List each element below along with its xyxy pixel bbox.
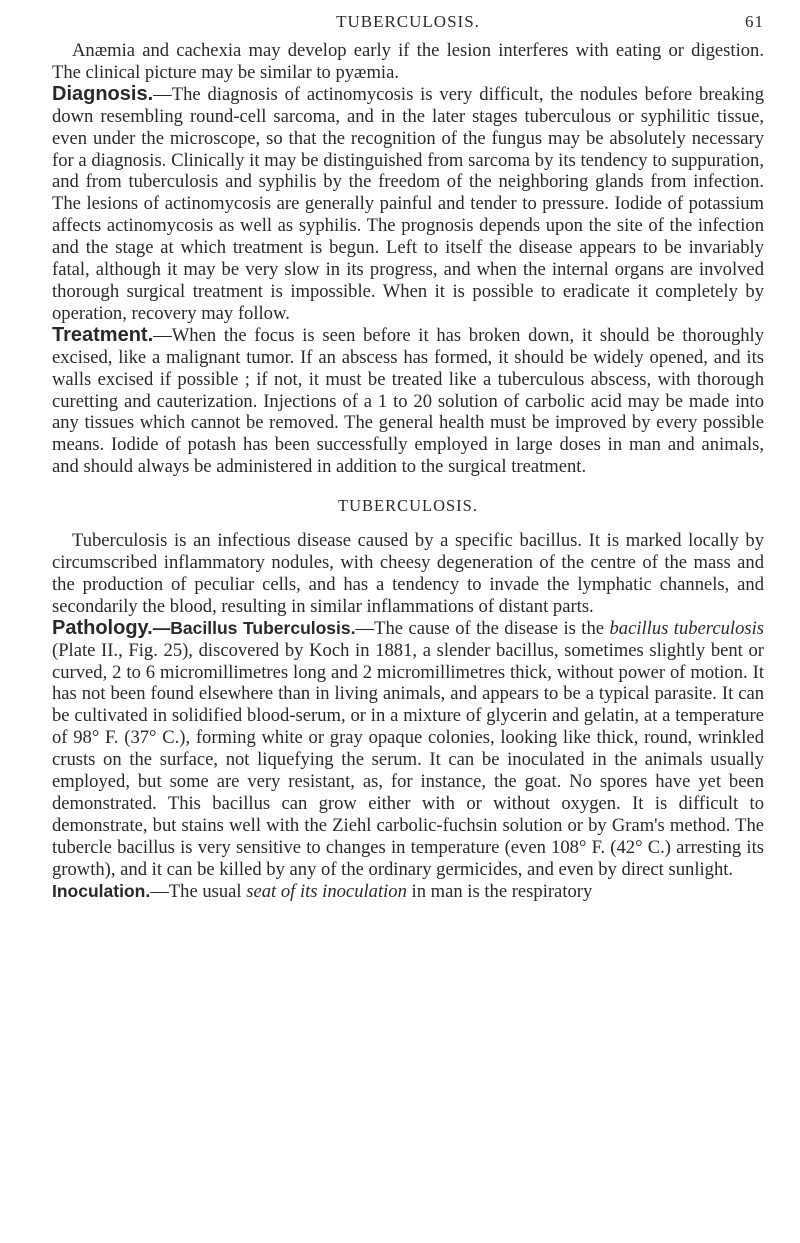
treatment-text: —When the focus is seen before it has broken down, it should be thoroughly excised, like a malignant tumor. If an abscess has formed, it should be widely opened, and its walls excised if possible ; if not, it must be treated like a tuberculous abscess, with thorough curetting and cauterization. Injections of a 1 to 20 solution of carbolic acid may be made into any tissues which cannot be removed. The general health must be improved by every possible means. Iodide of potash has been successfully employed in large doses in man and animals, and should always be administered in addition to the surgical treatment. (52, 324, 764, 478)
running-title: TUBERCULOSIS. (336, 12, 480, 31)
bacillus-subheading: —Bacillus Tuberculosis. (152, 617, 356, 638)
book-page (52, 12, 764, 903)
diagnosis-text: —The diagnosis of actinomycosis is very difficult, the nodules before breaking down resembling round-cell sarcoma, and in the later stages tuberculous or syphilitic tissue, even under the microscope, so that the recognition of the fungus may be absolutely necessary for a diagnosis. Clinically it may be distinguished from sarcoma by its tendency to suppuration, and from tuberculosis and syphilis by the freedom of the neighboring glands from infection. The lesions of actinomycosis are generally painful and tender to pressure. Iodide of potassium affects actinomycosis as well as syphilis. The prognosis depends upon the site of the infection and the stage at which treatment is begun. Left to itself the disease appears to be invariably fatal, although it may be very slow in its progress, and when the internal organs are involved thorough surgical treatment is impossible. When it is possible to eradicate it completely by operation, recovery may follow. (52, 83, 764, 324)
paragraph-anaemia (52, 40, 764, 84)
tuberculosis-section-heading: TUBERCULOSIS. (338, 496, 478, 516)
tuberculosis-intro-text: Tuberculosis is an infectious disease caused by a specific bacillus. It is marked locally by circumscribed inflammatory nodules, with cheesy degeneration of the centre of the mass and the production of peculiar cells, and has a tendency to invade the lymphatic channels, and secondarily the blood, resulting in similar inflammations of distant parts. (52, 530, 764, 617)
paragraph-treatment (52, 325, 764, 478)
diagnosis-heading: Diagnosis. (52, 82, 154, 105)
paragraph-diagnosis (52, 84, 764, 325)
pathology-italic-term: bacillus tuberculosis (609, 617, 765, 639)
inoculation-heading: Inoculation. (52, 880, 151, 901)
paragraph-pathology (52, 618, 764, 881)
inoculation-text-a: —The usual (150, 880, 247, 902)
pathology-text-a: —The cause of the disease is the (355, 617, 610, 639)
pathology-text-b: (Plate II., Fig. 25), discovered by Koch in 1881, a slender bacillus, sometimes slightly bent or curved, 2 to 6 micromillimetres long and 2 micromillimetres thick, without power of motion. It has not been found elsewhere than in living animals, and appears to be a typical parasite. It can be cultivated in solidified blood-serum, or in a mixture of glycerin and gelatin, at a temperature of 98° F. (37° C.), forming white or gray opaque colonies, looking like thick, round, wrinkled crusts on the surface, not liquefying the serum. It can be inoculated in the animals usually employed, but some are very resistant, as, for instance, the goat. No spores have yet been demonstrated. This bacillus can grow either with or without oxygen. It is difficult to demonstrate, but stains well with the Ziehl carbolic-fuchsin solution or by Gram's method. The tubercle bacillus is very sensitive to changes in temperature (even 108° F. (42° C.) arresting its growth), and it can be killed by any of the ordinary germicides, and even by direct sunlight. (52, 639, 764, 880)
running-head (52, 12, 764, 40)
paragraph-anaemia-text: Anæmia and cachexia may develop early if the lesion interferes with eating or digestion. The clinical picture may be similar to pyæmia. (52, 40, 764, 83)
page-number: 61 (745, 12, 764, 31)
treatment-heading: Treatment. (52, 323, 154, 346)
pathology-heading: Pathology. (52, 616, 153, 639)
inoculation-italic-term: seat of its inoculation (246, 880, 407, 902)
paragraph-inoculation (52, 881, 764, 903)
paragraph-tuberculosis-intro (52, 530, 764, 618)
inoculation-text-b: in man is the respiratory (406, 880, 593, 902)
